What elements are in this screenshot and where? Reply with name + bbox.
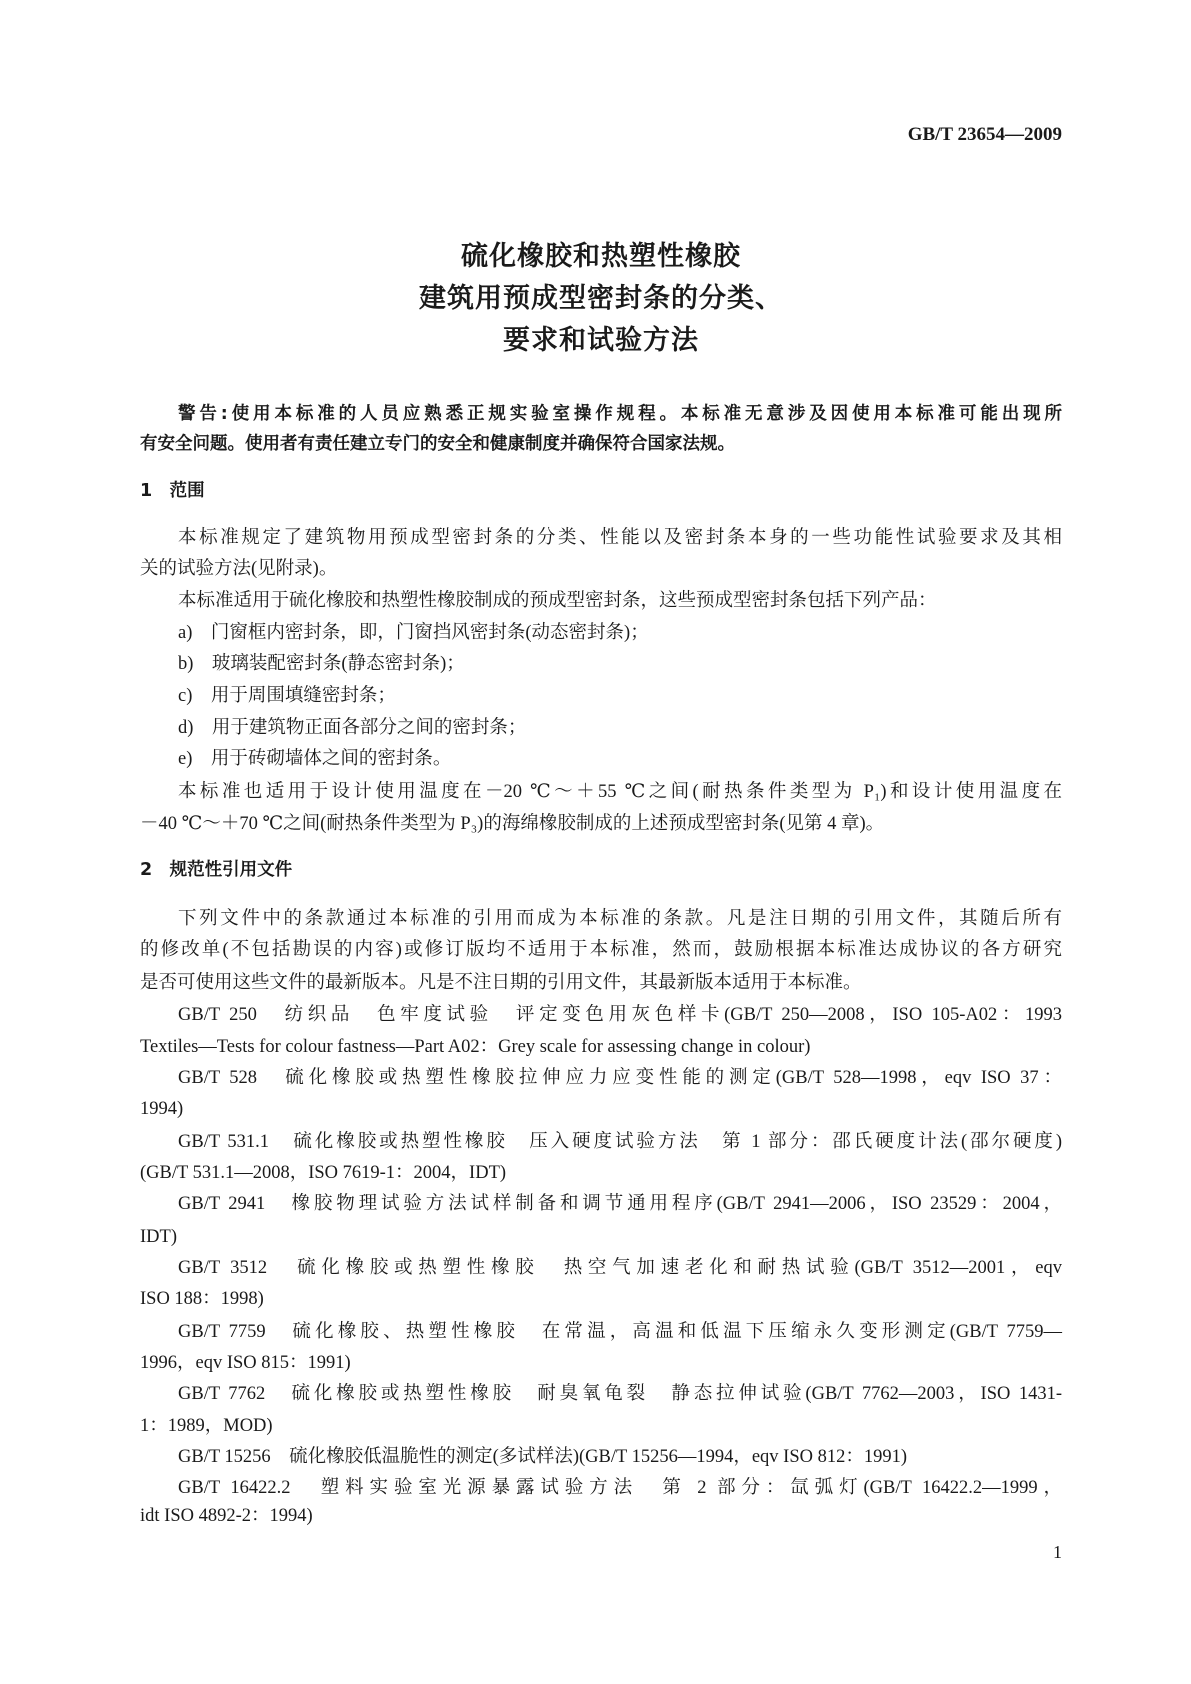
- page-number: 1: [1053, 1542, 1062, 1562]
- paragraph-line: GB/T 531.1 硫化橡胶或热塑性橡胶 压入硬度试验方法 第 1 部分：邵氏硬度计法(邵尔硬度): [178, 1132, 1062, 1152]
- section-heading: 2 规范性引用文件: [140, 860, 293, 880]
- paragraph-line: 本标准规定了建筑物用预成型密封条的分类、性能以及密封条本身的一些功能性试验要求及其相: [178, 528, 1062, 548]
- list-item: b) 玻璃装配密封条(静态密封条)；: [178, 654, 465, 674]
- paragraph-line: 关的试验方法(见附录)。: [140, 559, 338, 579]
- paragraph-line: GB/T 528 硫化橡胶或热塑性橡胶拉伸应力应变性能的测定(GB/T 528—1998，eqv ISO 37：: [178, 1068, 1062, 1088]
- paragraph-line: －40 ℃～＋70 ℃之间(耐热条件类型为 P₃)的海绵橡胶制成的上述预成型密封条(见第 4 章)。: [140, 814, 885, 834]
- paragraph-line: GB/T 2941 橡胶物理试验方法试样制备和调节通用程序(GB/T 2941—2006，ISO 23529：2004，: [178, 1194, 1062, 1214]
- paragraph-line: 1994): [140, 1099, 184, 1119]
- standard-code-header: GB/T 23654—2009: [907, 124, 1062, 145]
- paragraph-line: ISO 188：1998): [140, 1289, 264, 1309]
- paragraph-line: 是否可使用这些文件的最新版本。凡是不注日期的引用文件，其最新版本适用于本标准。: [140, 973, 862, 993]
- document-title-line: 要求和试验方法: [503, 325, 699, 356]
- list-item: c) 用于周围填缝密封条；: [178, 686, 396, 706]
- paragraph-line: GB/T 3512 硫化橡胶或热塑性橡胶 热空气加速老化和耐热试验(GB/T 3512—2001，eqv: [178, 1258, 1062, 1278]
- paragraph-line: IDT): [140, 1227, 177, 1247]
- paragraph-line: Textiles—Tests for colour fastness—Part A02：Grey scale for assessing change in colour): [140, 1037, 811, 1057]
- paragraph-line: idt ISO 4892-2：1994): [140, 1506, 313, 1526]
- warning-text-line: 有安全问题。使用者有责任建立专门的安全和健康制度并确保符合国家法规。: [140, 434, 735, 454]
- paragraph-line: 1：1989，MOD): [140, 1416, 273, 1436]
- paragraph-line: 本标准适用于硫化橡胶和热塑性橡胶制成的预成型密封条，这些预成型密封条包括下列产品：: [178, 591, 937, 611]
- paragraph-line: GB/T 250 纺织品 色牢度试验 评定变色用灰色样卡(GB/T 250—2008，ISO 105-A02：1993: [178, 1005, 1062, 1025]
- section-heading: 1 范围: [140, 481, 205, 501]
- list-item: a) 门窗框内密封条，即，门窗挡风密封条(动态密封条)；: [178, 623, 649, 643]
- paragraph-line: 下列文件中的条款通过本标准的引用而成为本标准的条款。凡是注日期的引用文件，其随后所有: [178, 909, 1062, 929]
- paragraph-line: GB/T 7759 硫化橡胶、热塑性橡胶 在常温，高温和低温下压缩永久变形测定(GB/T 7759—: [178, 1322, 1062, 1342]
- paragraph-line: 1996，eqv ISO 815：1991): [140, 1353, 351, 1373]
- document-title-line: 硫化橡胶和热塑性橡胶: [461, 241, 741, 272]
- paragraph-line: GB/T 15256 硫化橡胶低温脆性的测定(多试样法)(GB/T 15256—1994，eqv ISO 812：1991): [178, 1447, 908, 1467]
- paragraph-line: 的修改单(不包括勘误的内容)或修订版均不适用于本标准，然而，鼓励根据本标准达成协议的各方研究: [140, 940, 1062, 960]
- paragraph-line: 本标准也适用于设计使用温度在－20 ℃～＋55 ℃之间(耐热条件类型为 P₁)和设计使用温度在: [178, 782, 1062, 802]
- list-item: e) 用于砖砌墙体之间的密封条。: [178, 749, 452, 769]
- paragraph-line: GB/T 16422.2 塑料实验室光源暴露试验方法 第 2 部分：氙弧灯(GB/T 16422.2—1999，: [178, 1478, 1062, 1498]
- list-item: d) 用于建筑物正面各部分之间的密封条；: [178, 718, 527, 738]
- paragraph-line: (GB/T 531.1—2008，ISO 7619-1：2004，IDT): [140, 1163, 507, 1183]
- document-title-line: 建筑用预成型密封条的分类、: [419, 283, 783, 314]
- warning-text-line: 警告:使用本标准的人员应熟悉正规实验室操作规程。本标准无意涉及因使用本标准可能出现所: [178, 404, 1062, 424]
- paragraph-line: GB/T 7762 硫化橡胶或热塑性橡胶 耐臭氧龟裂 静态拉伸试验(GB/T 7762—2003，ISO 1431-: [178, 1384, 1062, 1404]
